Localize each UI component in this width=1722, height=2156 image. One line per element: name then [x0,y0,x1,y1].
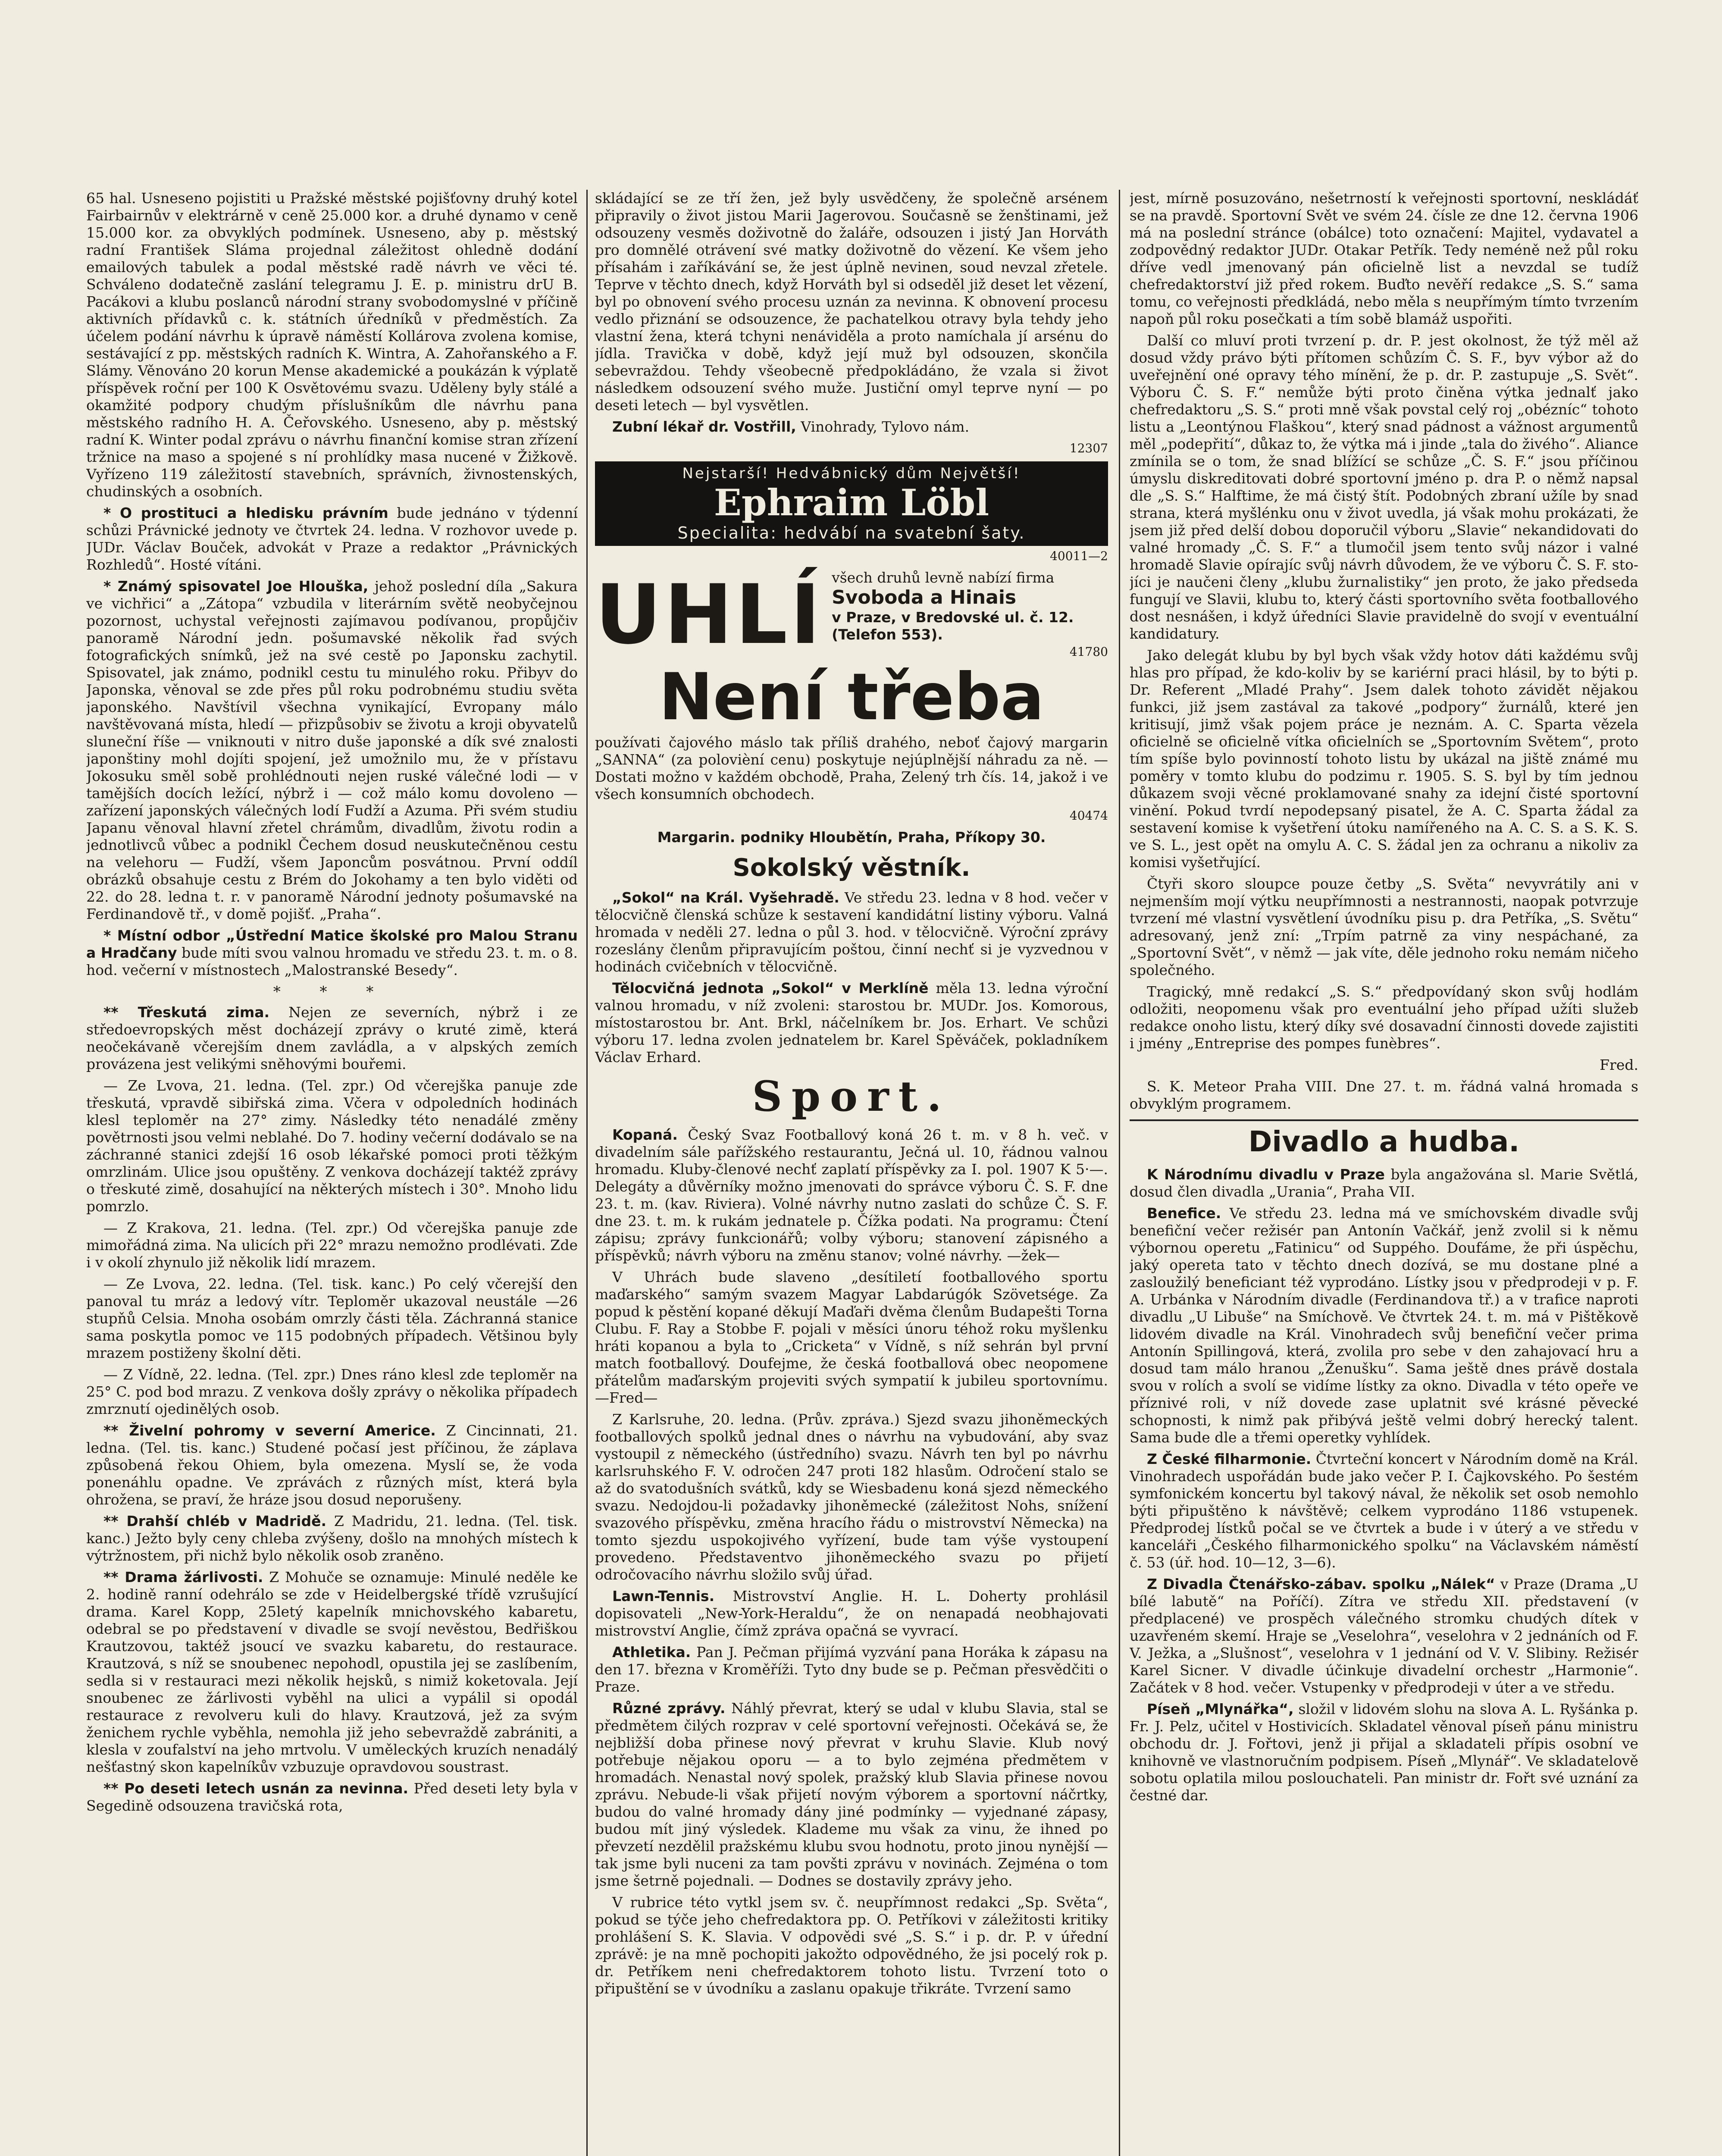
ad-dentist [595,418,1108,436]
article-body: Ve středu 23. ledna má ve smíchovském divadle svůj benefiční večer režisér pan Antonín Vačkář, jenž zvolil si k němu výbornou operetu „Fatinicu“ od Suppého. Doufáme, že při úspěchu, jaký opereta tato v těchto dnech dozívá, se mu dostane plné a zasloužilý beneficiant též vyprodáno. Lístky jsou v předprodeji v p. F. A. Urbánka v Národním divadle (Ferdinandova tř.) a v trafice naproti divadlu „U Libuše“ na Smíchově. Ve čtvrtek 24. t. m. má v Pištěkově lidovém divadle na Král. Vinohradech svůj benefiční večer prima Antonín Spillingová, která, zvolila pro sebe v den zahajovací hru a dosud tam málo hranou „Ženušku“. Sama ještě dnes právě dostala svou v rolích a svolí se vidíme lístky za okno. Divadla v této opeře ve příznivé roli, v níž dovede zase uplatnit své krásné pěvecké schopnosti, k nimž pak přibývá ještě velmi dobrý herecký talent. Sama bude dle a třemi operetky vyhlídek. [1130,1205,1638,1446]
report-lvov-2: — Ze Lvova, 22. ledna. (Tel. tisk. kanc.) Po celý včerejší den panoval tu mráz a ledový vítr. Teploměr ukazoval neustále —26 stupňů Celsia. Mnoha osobám omrzly části těla. Záchranná stanice sama poskytla pomoc ve 115 podobných případech. Většinou byly mrazem postiženy školní děti. [86,1275,578,1361]
sokol-vysehrad [595,889,1108,975]
article-heading: * O prostituci a hledisku právním [103,505,388,521]
ad-sanna-firm: Margarin. podniky Hloubětín, Praha, Příkopy 30. [657,829,1046,846]
article-heading: Athletika. [612,1644,691,1661]
article-heading: Lawn-Tennis. [612,1588,715,1604]
article-heading: ** Po deseti letech usnán za nevinna. [103,1780,409,1797]
section-heading-sport: Sport. [752,1072,951,1121]
ad-number: 40011—2 [1050,549,1108,563]
article-body: Z Cincinnati, 21. ledna. (Tel. tis. kanc.) Studené počasí jest příčinou, že záplava způsobená řekou Ohiem, byla omezena. Myslí se, že voda ponenáhlu opadne. Ve zprávách z různých míst, která byla ohrožena, se praví, že hráze jsou dosud neporušeny. [86,1422,578,1508]
ad-number: 12307 [1069,441,1108,455]
article-body: Z Mohuče se oznamuje: Minulé neděle ke 2. hodině ranní odehrálo se zde v Heidelbergské třídě vzrušující drama. Karel Kopp, 25letý kapelník mnichovského kabaretu, odebral se po představení v divadle se svojí nevěstou, Bedřiškou Krautzovou, taktéž jsoucí ve svazku kabaretu, do restaurace. Krautzová, s níž se snoubenec nepohodl, opustila jej se zaslíbením, sedla si v restauraci mezi několik hejsků, s nimiž koketovala. Její snoubenec ze žárlivosti vyběhl na ulici a vypálil si opodál restaurace z revolveru kuli do hlavy. Krautzová, jež za svým ženichem rychle vyběhla, nemohla již jeho sebevraždě zabrániti, a klesla v zoufalství na jeho mrtvolu. V uměleckých kruzích nenadálý nešťastný skon kapelníkův vzbuzuje opravdovou soustrast. [86,1569,578,1775]
sport-kopana [595,1126,1108,1264]
ad-uhli [595,569,1108,661]
section-heading-divadlo: Divadlo a hudba. [1130,1119,1638,1160]
divadlo-nalek [1130,1576,1638,1696]
article-heading: Různé zprávy. [612,1700,726,1717]
sport-ruzne [595,1700,1108,1890]
article-heading: Z Divadla Čtenářsko-zábav. spolku „Nálek“ [1147,1576,1495,1592]
article-body: složil v lidovém slohu na slova A. L. Ryšánka p. Fr. J. Pelz, učitel v Hostivicích. Skladatel věnoval píseň pánu ministru obchodu dr. J. Fořtovi, jenž ji přijal a skladateli přípis osobní ve knihovně ve vlastnoručním podpisem. Píseň „Mlynář“. Ve skladatelově sobotu oplatila milou poslouchateli. Pan ministr dr. Fořt své uznání za čestné dar. [1130,1701,1638,1804]
column-rule [1119,190,1120,2156]
sport-cont-5: Tragický, mně redakcí „S. S.“ předpovídaný skon svůj hodlám odložiti, neopomenu však pro eventuální jeho případ užíti služeb redakce onoho listu, který díky své dosavadní činnosti dovede zajistiti i jmény „Entreprise des pompes funèbres“. [1130,983,1638,1052]
article-heading: „Sokol“ na Král. Vyšehradě. [612,889,839,906]
ad-uhli-firm: Svoboda a Hinais [832,586,1017,608]
article-body: Pan J. Pečman přijímá vyzvání pana Horáka k zápasu na den 17. března v Kroměříži. Tyto dny bude se p. Pečman přesvědčiti o Praze. [595,1644,1108,1695]
article-heading: * Místní odbor „Ústřední Matice školské pro Malou Stranu a Hradčany [86,927,578,961]
article-body: Český Svaz Footballový koná 26 t. m. v 8 h. več. v divadelním sále pařížského restaurantu, Ječná ul. 10, řádnou valnou hromadu. Kluby-členové nechť zaplatí příspěvky za I. pol. 1907 K 5·—. Delegáty a důvěrníky možno jmenovati do správce výboru Č. S. F. dne 23. t. m. (kav. Riviera). Volné návrhy nutno zaslati do schůze Č. S. F. dne 23. t. m. k rukám jednatele p. Čížka podati. Na programu: Čtení zápisu; zprávy funkcionářů; volby výboru; stanovení zápisného a příspěvků; návrh výboru na změnu stanov; volné návrhy. —žek— [595,1126,1108,1264]
article-body: v Praze (Drama „U bílé labutě“ na Poříčí). Zítra ve středu XII. představení (v předplacené) ve prospěch válečného stromku chudých dítek v uzavřeném skemí. Hraje se „Veselohra“, veselohra v 2 jednáních od F. V. Ježka, a „Slušnost“, veselohra v 1 jednání od V. V. Slibiny. Režisér Karel Sicner. V divadle účinkuje divadelní orchestr „Harmonie“. Začátek v 8 hod. večer. Vstupenky v předprodeji v úter a ve středu. [1130,1576,1638,1696]
ad-heading: Zubní lékař dr. Vostřill, [612,418,796,435]
article-heading: Benefice. [1147,1205,1221,1222]
ad-uhli-title: UHLÍ [595,567,823,662]
article-heading: ** Živelní pohromy v severní Americe. [103,1422,436,1439]
column-left [86,190,578,2156]
sport-meteor: S. K. Meteor Praha VIII. Dne 27. t. m. řádná valná hromada s obvyklým programem. [1130,1078,1638,1112]
article-heading: ** Drama žárlivosti. [103,1569,263,1586]
divadlo-filharmonie [1130,1451,1638,1571]
report-viden: — Z Vídně, 22. ledna. (Tel. zpr.) Dnes ráno klesl zde teploměr na 25° C. pod bod mrazu. Z venkova došly zprávy o několika případech zmrznutí ojedinělých osob. [86,1366,578,1417]
ad-sanna-title: Není třeba [659,660,1044,735]
column-middle [595,190,1108,2156]
article-heading: Tělocvičná jednota „Sokol“ v Merklíně [612,980,929,997]
newspaper-page [86,190,1638,2156]
article-heading: Píseň „Mlynářka“, [1147,1701,1294,1717]
sport-rubrika: V rubrice této vytkl jsem sv. č. neupřímnost redakci „Sp. Světa“, pokud se týče jeho chefredaktora pp. O. Petříkovi v záležitosti kritiky prohlášení S. K. Slavia. V odpovědi své „S. S.“ i p. dr. P. v úřední zprávě: je na mně pochopiti jakožto odpovědného, že jsi pocelý rok p. dr. Petříkem neni chefredaktorem tohoto listu. Tvrzení toto o připuštění se v úvodníku a zaslanu opakuje třikráte. Tvrzení samo [595,1894,1108,1997]
council-report: 65 hal. Usneseno pojistiti u Pražské městské pojišťovny druhý kotel Fairbairnův v elektrárně v ceně 25.000 kor. a druhé dynamo v ceně 15.000 kor. za obvyklých podmínek. Usneseno, aby p. městský radní František Sláma projednal záležitost ohledně dodání emailových tabulek a podal městské radě návrh ve věci té. Schváleno dodatečně zaslání telegramu J. E. p. ministru drU B. Pacákovi a klubu poslanců národní strany svobodomyslné v příčině aktivních přídavků c. k. státních úředníků v předměstích. Za účelem podání návrhu k úpravě náměstí Kollárova zvolena komise, sestávající z pp. městských radních K. Wintra, A. Zahořanského a F. Slámy. Věnováno 20 korun Mense akademické a poukázán k výplatě příspěvek roční per 100 K Osvětovému svazu. Uděleny byly stálé a okamžité podpory chudým příslušníkům dle návrhu pana městského radního H. A. Čeřovského. Usneseno, aby p. městský radní K. Winter podal zprávu o návrhu finanční komise stran zřízení tržnice na maso a spojené s ní prohlídky masa nucené v Žižkově. Vyřízeno 119 záležitostí stavebních, správních, živnostenských, chudinských a osobních. [86,190,578,500]
sport-cont-3: Jako delegát klubu by byl bych však vždy hotov dáti každému svůj hlas pro případ, že kdo-koliv by se kariérní praci hlásil, by to býti p. Dr. Referent „Mladé Prahy“. Jsem dalek tohoto závidět nějakou funkci, již jsem zastával za takové „podpory“ žurnálů, které jen kritisují, jimž však pojem práce je neznám. A. C. Sparta vězela oficielně se oficielně vítka oficielních se „Sportovním Světem“, proto tím spíše bylo povinností tohoto listu by ukázal na jiště známé mu poměry v tomto klubu do podzimu r. 1905. S. S. byl by tím jednou důkazem svoji věcné proklamované snahy za idejní čisté sportovní vinění. Pokud tvrdí nepodepsaný pisatel, že A. C. Sparta žádal za sestavení komise k vyšetření útoku namířeného na A. C. S. a S. K. S. ve S. L., jest opět na omylu A. C. S. žádal jen za ochranu a nikoliv za komisi vyšetřující. [1130,647,1638,871]
sport-cont-1: jest, mírně posuzováno, nešetrností k veřejnosti sportovní, neskládáť se na pravdě. Sportovní Svět ve svém 24. čísle ze dne 12. června 1906 má na poslední stránce (obálce) toto označení: Majitel, vydavatel a zodpovědný redaktor JUDr. Otakar Petřík. Tedy neméně než půl roku dříve vedl jmenovaný pán oficielně list a nevzdal se tudíž chefredaktorství již před rokem. Buďto nevěří redakce „S. S.“ sama tomu, co veřejnosti předkládá, nebo měla s neupřímým tímto tvrzením napoň půl roku posečkati a tím sobě blamáž uspořiti. [1130,190,1638,327]
ad-number: 40474 [1069,808,1108,823]
article-body: Mistrovství Anglie. H. L. Doherty prohlásil dopisovateli „New-York-Heraldu“, že on nenapadá neobhajovati mistrovství Anglie, čímž zpráva opačná se vyvrací. [595,1588,1108,1639]
report-lvov: — Ze Lvova, 21. ledna. (Tel. zpr.) Od včerejška panuje zde třeskutá, vpravdě sibiřská zima. Včera v odpoledních hodinách klesl teploměr na 27° zimy. Následky této nenadálé změny povětrnosti jsou velmi neblahé. Do 7. hodiny večerní dodávalo se na záchranné stanici zdejší 16 osob lékařské pomoci proti těžkým omrzlinám. Ulice jsou opuštěny. Z venkova docházejí taktéž zprávy o třeskuté zimě, dosahující na některých místech i 30°. Mnoho lidu pomrzlo. [86,1077,578,1215]
divadlo-mlynarka [1130,1701,1638,1804]
article-body: bude míti svou valnou hromadu ve středu 23. t. m. o 8. hod. večerní v místnostech „Malostranské Besedy“. [86,944,578,978]
article-heading: ** Drahší chléb v Madridě. [103,1513,326,1529]
ad-sanna-text: používati čajového máslo tak příliš drahého, neboť čajový margarin „SANNA“ (za polovièní cenu) poskytuje nejúplnější náhradu za ně. — Dostati možno v každém obchodě, Praha, Zelený trh čís. 14, jakož i ve všech konsumních obchodech. [595,734,1108,802]
article-drama [86,1569,578,1776]
ad-lobl-name: Ephraim Löbl [714,481,989,524]
article-body: bude jednáno v týdenní schůzi Právnické jednoty ve čtvrtek 24. ledna. V rozhovor uvede p. JUDr. Václav Bouček, advokát v Praze a redaktor „Právnických Rozhledů“. Hosté vítáni. [86,505,578,573]
article-heading: Z České filharmonie. [1147,1451,1312,1467]
article-segedin-cont: skládající se ze tří žen, jež byly usvědčeny, že společně arsénem připravily o život jistou Marii Jagerovou. Současně se ženštinami, jež odsouzeny vesměs doživotně do žaláře, odsouzen i jistý Jan Horváth pro domnělé otrávení své matky doživotně do vězení. Ke všem jeho přísahám i zaříkávání se, že jest úplně nevinen, soud nevzal zřetele. Teprve v těchto dnech, když Horváth byl si odseděl již deset let vězení, byl po obnovení svého procesu uznán za nevinna. K obnovení procesu vedlo přiznání se odsouzence, že pachatelkou otravy byla tehdy jeho vlastní žena, která tchyni nenáviděla a proto namíchala jí arsénu do jídla. Travička v době, když její muž byl odsouzen, skončila sebevraždou. Tehdy všeobecně předpokládáno, že vzala si život následkem odsouzení svého muže. Justiční omyl teprve nyní — po deseti letech — byl vysvětlen. [595,190,1108,414]
sport-cont-2: Další co mluví proti tvrzení p. dr. P. jest okolnost, že týž měl až dosud vždy právo býti přítomen schůzím Č. S. F., byv výbor až do uveřejnění oné opravy tého mínění, že p. dr. P. zastupuje „S. Svět“. Výboru Č. S. F.“ nemůže býti proto činěna výtka jednalť jako chefredaktoru „S. S.“ proti mně však povstal celý roj „obézníc“ tohoto listu a „Leontýnou Flaškou“, který snad pádnost a vážnost argumentů měl „podepřití“, důkaz to, že výtka má i jinde „tala do živého“. Aliance zmínila se o tom, že snad blížící se schůze „Č. S. F.“ jsou příčinou úmyslu diskreditovati dobré sportovní jméno p. dra P. o němž napsal dle „S. S.“ Halftime, že má čistý štít. Podobných zbraní užíle by snad strana, která myšlénku onu v život uvedla, já však mohu prokázati, že jsem již před delší dobou doporučil výboru „Slavie“ nekandidovati do valné hromady „Č. S. F.“ a tlumočil jsem tento svůj názor i valné hromadě Slavie opírajíc svůj návrh důvodem, že ve výboru Č. S. F. sto-jíci je naučeni členy „klubu žurnalistiky“ jen proto, že jako předseda fungují ve Slavii, klubu to, který části sportovního světa footballového dost nesnášen, i když úředníci Slavie pravidelně do svojí v eventuální kandidatury. [1130,332,1638,642]
sport-athletika [595,1644,1108,1695]
article-body: jehož poslední díla „Sakura ve vichřici“ a „Zátopa“ vzbudila v literárním světě neobyčejnou pozornost, uchystal veřejnosti zajímavou podívanou, propůjčiv panoramě Národní jedn. pošumavské několik řad svých fotografických snímků, jež na své cestě po Japonsku zachytil. Spisovatel, jak známo, podnikl cestu tu minulého roku. Přibyv do Japonska, věnoval se zde přes půl roku podrobnému studiu světa japonského. Navštívil všechna vynikající, Evropany málo navštěvovaná místa, hledí — přizpůsobiv se životu a kroji obyvatelů sluneční říše — vniknouti v nitro duše japonské a dík své znalosti japonštiny mohl dojíti spojení, jež umožnilo mu, že v přístavu Jokosuku směl sobě prohlédnouti nejen ruské válečné lodi — v tamějších docích ležící, nýbrž i — což málo komu dovoleno — zařízení japonských válečných lodí Fudží a Azuma. Při svém studiu Japanu věnoval hlavní zřetel chrámům, divadlům, životu rodin a jednotlivců vůbec a podnikl Čechem dosud neuskutečněnou cestu na velehoru — Fudží, všem Japoncům posvátnou. První oddíl obrázků obsahuje cestu z Brém do Jokohamy a ten bylo viděti od 22. do 28. ledna t. r. v panoramě Národní jednoty pošumavské na Ferdinandově tř., v domě pojišť. „Praha“. [86,578,578,922]
article-body: Náhlý převrat, který se udal v klubu Slavia, stal se předmětem čilých rozprav v celé sportovní veřejnosti. Očekává se, že nejbližší doba přinese nový převrat v kruhu Slavie. Klub nový potřebuje nějakou oporu — a to bylo zejména předmětem v hromadách. Nenastal nový spolek, pražský klub Slavia přinese novou zprávu. Nebude-li však přijetí novým výborem a sportovní náčrtky, budou do valné hromady dány jiné podmínky — vyjednané zápasy, budou mít jiný výsledek. Klademe mu však za vinu, že ihned po převzetí nezdělil pražskému klubu svou hodnotu, proto jinou nynější — tak jsme byli nuceni za tam povšti zprávu v novinách. Zejména o tom jsme šetrně pojednali. — Dodnes se dostavily zprávy jeho. [595,1700,1108,1889]
article-matice [86,927,578,979]
divadlo-narodni [1130,1166,1638,1200]
ad-body: Vinohrady, Tylovo nám. [801,418,970,435]
article-body: Čtvrteční koncert v Národním domě na Král. Vinohradech uspořádán bude jako večer P. I. Čajkovského. Po šestém symfonickém koncertu byl takový nával, že několik set osob nemohlo býti připuštěno k návštěvě; celkem vyprodáno 1186 vstupenek. Předprodej lístků počal se ve čtvrtek a bude i v úterý a ve středu v kanceláři „Českého filharmonického spolku“ na Václavském náměstí č. 53 (úř. hod. 10—12, 3—6). [1130,1451,1638,1571]
article-segedin [86,1780,578,1814]
article-heading: K Národnímu divadlu v Praze [1147,1166,1385,1183]
section-heading-sokol: Sokolský věstník. [733,854,971,882]
article-body: měla 13. ledna výroční valnou hromadu, v níž zvoleni: starostou br. MUDr. Jos. Komorous, místostarostou br. Ant. Brkl, náčelníkem br. Jos. Erhart. Ve schůzi výboru 17. ledna zvolen jednatelem br. Karel Spěváček, pokladníkem Václav Erhard. [595,980,1108,1065]
article-heading: ** Třeskutá zima. [103,1004,270,1021]
report-krakov: — Z Krakova, 21. ledna. (Tel. zpr.) Od včerejška panuje zde mimořádná zima. Na ulicích při 22° mrazu nemožno prodlévati. Zde i v okolí zhynulo již několik lidí mrazem. [86,1219,578,1271]
column-right [1130,190,1638,2156]
section-separator: * * * [273,983,391,1000]
article-zima [86,1004,578,1073]
ad-lobl-top: Nejstarší! Hedvábnický dům Největší! [682,465,1021,482]
ad-number: 41780 [1069,645,1108,659]
signature: Fred. [1600,1056,1638,1073]
ad-uhli-text [832,569,1108,661]
sport-uhry: V Uhrách bude slaveno „desítiletí footballového sportu maďarského“ samým svazem Magyar Labdarúgók Szövetsége. Za popud k pěstění kopané děkují Maďaři dvěma členům Budapešti Torna Clubu. F. Ray a Stobbe F. pojali v měsíci únoru téhož roku myšlenku hráti kopanou a byla to „Cricketa“ v Vídně, s níž sehrán byl první match footballový. Doufejme, že česká footballová obec neopomene přátelům maďarským projeviti svých sympatií k jubileu sportovnímu. —Fred— [595,1269,1108,1406]
column-rule [586,190,588,2156]
article-body: Ve středu 23. ledna v 8 hod. večer v tělocvičně členská schůze k sestavení kandidátní listiny výboru. Valná hromada v neděli 27. ledna o půl 3. hod. v tělocvičně. Výroční zprávy rozeslány členům připravujícím poštou, činní nechť si je vyzvednou v hodinách cvičebních v tělocvičně. [595,889,1108,975]
article-prostituce [86,505,578,573]
article-body: Z Madridu, 21. ledna. (Tel. tisk. kanc.) Ježto byly ceny chleba zvýšeny, došlo na mnohých místech k výtržnostem, při nichž bylo několik osob zraněno. [86,1513,578,1564]
sport-tennis [595,1588,1108,1639]
ad-lobl-bottom: Specialita: hedvábí na svatební šaty. [677,523,1026,542]
article-amerika [86,1422,578,1508]
ad-lobl [595,461,1108,546]
sport-karlsruhe: Z Karlsruhe, 20. ledna. (Prův. zpráva.) Sjezd svazu jihoněmeckých footballových spolků jednal dnes o návrhu na vybudování, aby svaz vystoupil z německého (ústředního) svazu. Návrh ten byl po návrhu karlsruhského F. V. odročen 247 proti 182 hlasům. Odročení stalo se až do svatodušních svátků, kdy se Wiesbadenu koná sjezd německého svazu. Nedojdou-li požadavky jihoněmecké (záležitost Nohs, snížení svazového příspěvku, změna hracího řádu o mistrovství Německa) na tomto sjezdu uspokojivého vyřízení, bude tam výše vystoupení provedeno. Představentvo jihoněmeckého svazu po přijetí odročovacího návrhu složilo svůj úřad. [595,1411,1108,1583]
article-madrid [86,1513,578,1564]
article-hlouska [86,578,578,923]
sokol-merklin [595,980,1108,1066]
article-body: Před deseti lety byla v Segedině odsouzena travičská rota, [86,1780,578,1814]
article-body: byla angažována sl. Marie Světlá, dosud člen divadla „Urania“, Praha VII. [1130,1166,1638,1200]
sport-cont-4: Čtyři skoro sloupce pouze četby „S. Světa“ nevyvrátily ani v nejmenším mojí výtku neupřímnosti a nestrannosti, naopak potvrzuje tvrzení mé vlastní vysvětlení úvodníku pisu p. dra Petříka, „S. Světu“ adresovaný, jenž zní: „Trpím patrně za viny nespáchané, za „Sportovní Svět“, v němž — jak víte, děle jednoho roku nemám ničeho společného. [1130,875,1638,978]
ad-uhli-address: v Praze, v Bredovské ul. č. 12. (Telefon 553). [832,609,1074,643]
ad-uhli-sub: všech druhů levně nabízí firma [832,569,1055,586]
article-body: Nejen ze severních, nýbrž i ze středoevropských měst docházejí zprávy o kruté zimě, která neočekávaně včerejším dnem zavládla, a v alpských zemích provázena jest velikými sněhovými bouřemi. [86,1004,578,1072]
divadlo-benefice [1130,1205,1638,1446]
article-heading: Kopaná. [612,1126,678,1143]
article-heading: * Známý spisovatel Joe Hlouška, [103,578,369,595]
